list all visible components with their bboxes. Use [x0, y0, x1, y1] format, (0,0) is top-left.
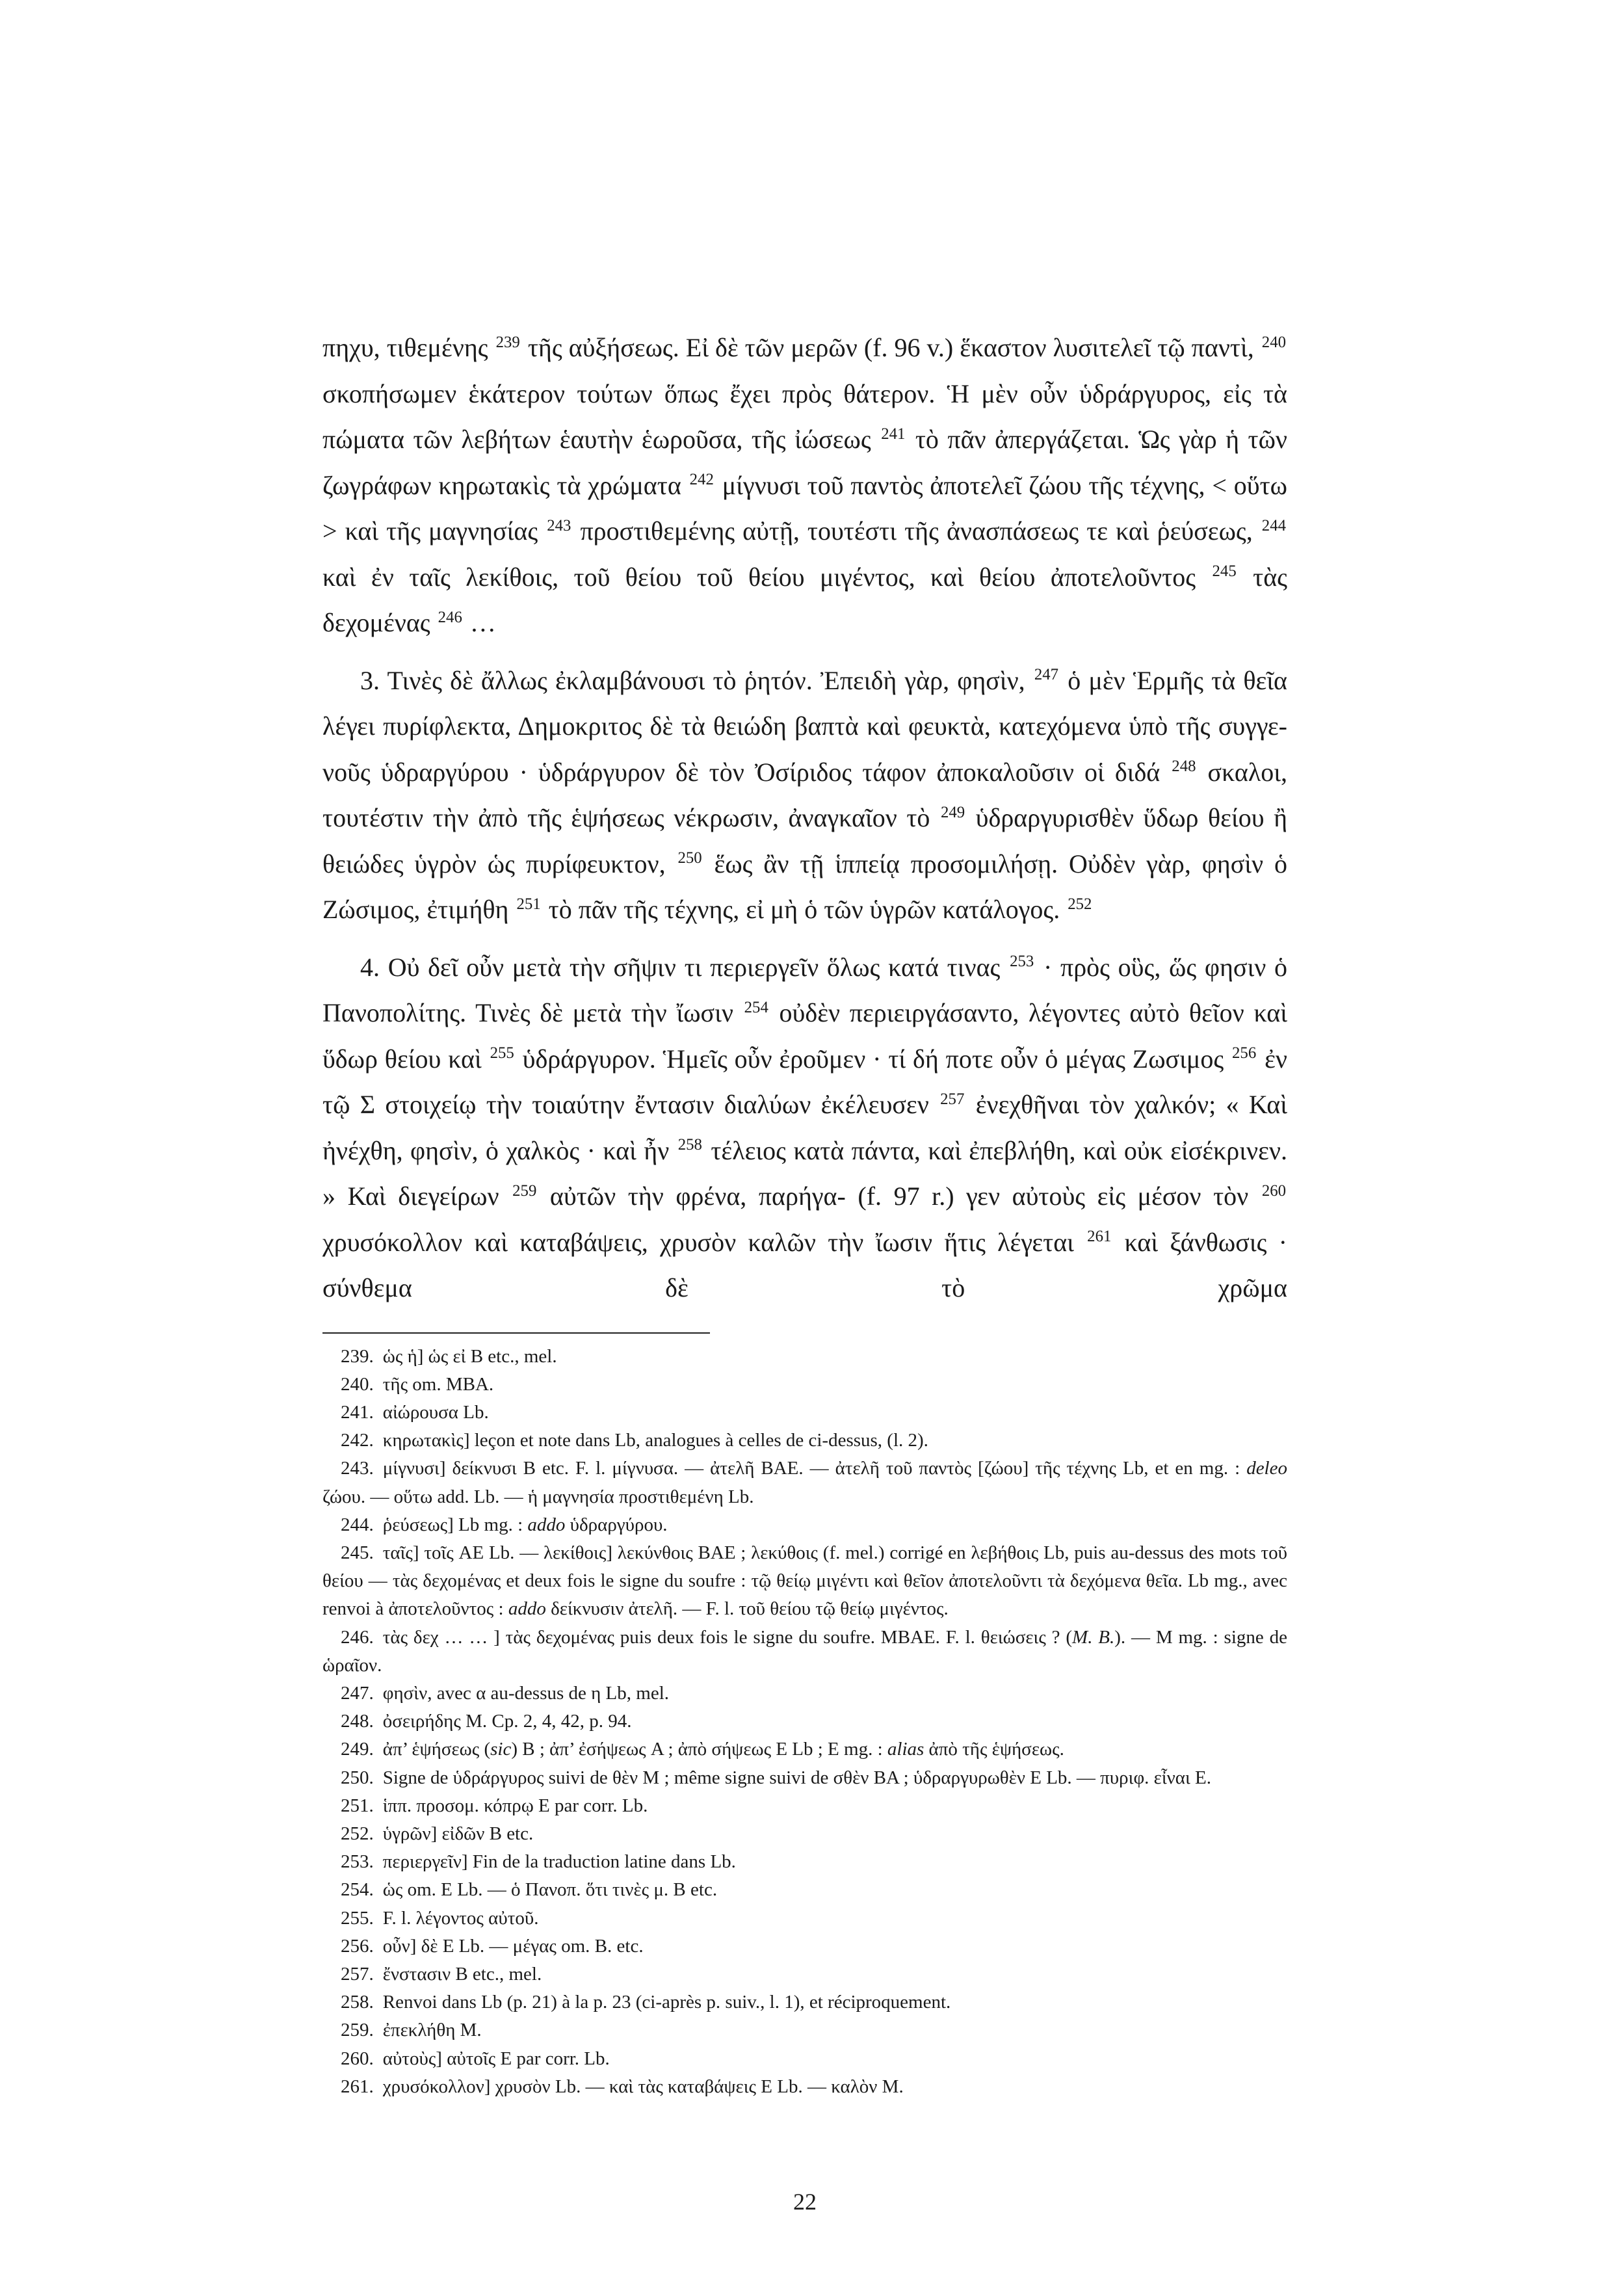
footnote-number: 242. [341, 1430, 374, 1451]
footnote [322, 1764, 1287, 1792]
footnote [322, 1708, 1287, 1735]
main-text [322, 325, 1287, 1323]
footnote-reference[interactable]: 244 [1261, 516, 1286, 534]
footnote-text: ὑδραργύρου. [565, 1514, 668, 1535]
footnote [322, 1455, 1287, 1511]
footnote-reference[interactable]: 245 [1212, 562, 1237, 581]
footnote-text: ἀπὸ τῆς ἑψήσεως. [924, 1739, 1064, 1760]
footnote-text: μίγνυσι] δείκνυσι B etc. F. l. μίγνυσα. — ἀτελῆ BAE. — ἀτελῆ τοῦ παντὸς [ζώου] τῆς τέχνης Lb, et en mg. : [382, 1458, 1247, 1479]
footnote-number: 251. [341, 1795, 374, 1816]
footnote-reference[interactable]: 248 [1172, 758, 1196, 776]
footnote-reference[interactable]: 254 [744, 998, 768, 1016]
footnote-number: 248. [341, 1711, 374, 1732]
footnote-text: οὖν] δὲ E Lb. — μέγας om. B. etc. [382, 1935, 644, 1957]
footnote-number: 252. [341, 1823, 374, 1844]
footnote [322, 2016, 1287, 2044]
footnote-number: 246. [341, 1626, 374, 1648]
italic-text: sic [490, 1739, 512, 1760]
footnote [322, 1820, 1287, 1848]
footnote [322, 1624, 1287, 1680]
text-run: τῆς αὐξήσεως. Εἰ δὲ τῶν μερῶν (f. 96 v.) ἕκαστον λυσιτελεῖ τῷ παντὶ, [521, 333, 1261, 362]
footnote-reference[interactable]: 247 [1034, 666, 1059, 684]
footnote-number: 241. [341, 1401, 374, 1423]
footnote-text: ἐπεκλήθη M. [382, 2020, 482, 2041]
footnote [322, 1960, 1287, 1988]
footnotes [322, 1343, 1287, 2101]
footnote-reference[interactable]: 249 [940, 803, 965, 821]
footnote-text: χρυσόκολλον] χρυσὸν Lb. — καὶ τὰς καταβάψεις E Lb. — καλὸν M. [382, 2076, 904, 2097]
footnote-number: 255. [341, 1907, 374, 1929]
page-number: 22 [793, 2188, 817, 2215]
footnote-reference[interactable]: 246 [438, 608, 462, 626]
text-run: 3. Τινὲς δὲ ἄλλως ἐκλαμβάνουσι τὸ ῥητόν. Ἐπειδὴ γὰρ, φησὶν, [360, 665, 1033, 695]
text-run: ὁ μὲν Ἑρμῆς τὰ θεῖα λέγει πυρίφλεκτα, Δημοκριτος δὲ τὰ θειώδη βαπτὰ καὶ φευκτὰ, κατεχόμενα ὑπὸ τῆς συγγενοῦς ὑδραργύρου · ὑδράργυρον δὲ τὸν Ὀσίριδος τάφον ἀποκαλοῦσιν οἱ διδά [322, 665, 1287, 787]
footnote-text: ἔνστασιν B etc., mel. [382, 1963, 542, 1985]
text-run: καὶ ξάνθωσις · σύνθεμα δὲ τὸ χρῶμα [322, 1227, 1287, 1302]
footnote [322, 1848, 1287, 1876]
text-run: 4. Οὐ δεῖ οὖν μετὰ τὴν σῆψιν τι περιεργεῖν ὅλως κατά τινας [360, 952, 1009, 982]
footnote-text: τὰς δεχ … … ] τὰς δεχομένας puis deux fois le signe du soufre. MBAE. F. l. θειώσεις ? ( [382, 1626, 1073, 1648]
footnote [322, 2045, 1287, 2073]
footnote-number: 243. [341, 1458, 374, 1479]
footnote-separator [322, 1332, 710, 1334]
footnote-number: 244. [341, 1514, 374, 1535]
text-run: ἐνεχθῆναι τὸν χαλκόν; « Καὶ ἠνέχθη, φησὶν, ὁ χαλκὸς · καὶ ἦν [322, 1090, 1287, 1165]
text-run: · πρὸς οὓς, ὥς φησιν ὁ Πανοπολίτης. Τινὲς δὲ μετὰ τὴν ἴωσιν [322, 952, 1287, 1027]
footnote-text: ὀσειρήδης M. Cp. 2, 4, 42, p. 94. [382, 1711, 632, 1732]
footnote-number: 256. [341, 1935, 374, 1957]
footnote-reference[interactable]: 242 [689, 471, 714, 489]
text-run: … [463, 608, 496, 637]
footnote-reference[interactable]: 258 [677, 1136, 702, 1154]
footnote-number: 259. [341, 2020, 374, 2041]
footnote [322, 1511, 1287, 1539]
footnote-reference[interactable]: 255 [490, 1044, 514, 1062]
footnote-number: 245. [341, 1542, 374, 1563]
text-run: τὸ πᾶν τῆς τέχνης, εἰ μὴ ὁ τῶν ὑγρῶν κατάλογος. [542, 895, 1067, 924]
footnote-text: δείκνυσιν ἀτελῆ. — F. l. τοῦ θείου τῷ θείῳ μιγέντος. [545, 1598, 949, 1620]
italic-text: addo [527, 1514, 566, 1535]
text-run: ἐν τῷ Σ στοιχείῳ τὴν τοιαύτην ἔντασιν διαλύων ἐκέλευσεν [322, 1044, 1287, 1119]
footnote [322, 1539, 1287, 1624]
italic-text: deleo [1246, 1458, 1287, 1479]
footnote-text: φησὶν, avec α au-dessus de η Lb, mel. [382, 1682, 670, 1704]
footnote-reference[interactable]: 241 [881, 425, 906, 443]
footnote [322, 1427, 1287, 1455]
footnote-reference[interactable]: 252 [1068, 895, 1092, 913]
footnote-reference[interactable]: 256 [1232, 1044, 1257, 1062]
footnote [322, 1792, 1287, 1820]
footnote [322, 1905, 1287, 1933]
footnote [322, 1988, 1287, 2016]
footnote [322, 1371, 1287, 1399]
footnote-text: Signe de ὑδράργυρος suivi de θὲν M ; même signe suivi de σθὲν BA ; ὑδραργυρωθὲν E Lb. — πυριφ. εἶναι E. [382, 1767, 1211, 1788]
footnote-text: ταῖς] τοῖς AE Lb. — λεκίθοις] λεκύνθοις BAE ; λεκύθοις (f. mel.) corrigé en λεβήθοις Lb, puis au-dessus des mots τοῦ θείου — τὰς δεχομένας et deux fois le signe du soufre : τῷ θείῳ μιγέντι καὶ θεῖον ἀποτελοῦντι τὰ δεχόμενα θεῖα. Lb mg., avec renvoi à ἀποτελοῦντος : [322, 1542, 1287, 1620]
text-run: τὸ πᾶν ἀπεργάζεται. Ὡς γὰρ ἡ τῶν ζωγράφων κηρωτακὶς τὰ χρώματα [322, 425, 1288, 500]
footnote-text: περιεργεῖν] Fin de la traduction latine dans Lb. [382, 1851, 736, 1873]
footnote-text: αὐτοὺς] αὐτοῖς E par corr. Lb. [382, 2048, 610, 2069]
footnote-reference[interactable]: 259 [512, 1181, 537, 1200]
footnote-number: 247. [341, 1682, 374, 1704]
footnote-number: 250. [341, 1767, 374, 1788]
footnote-text: ἱππ. προσομ. κόπρῳ E par corr. Lb. [382, 1795, 648, 1816]
footnote [322, 1343, 1287, 1371]
footnote-number: 253. [341, 1851, 374, 1873]
footnote-text: ). — M mg. : signe de ὡραῖον. [322, 1626, 1287, 1676]
footnote-number: 249. [341, 1739, 374, 1760]
footnote [322, 1876, 1287, 1904]
footnote-text: Renvoi dans Lb (p. 21) à la p. 23 (ci-après p. suiv., l. 1), et réciproquement. [382, 1992, 951, 2013]
footnote-text: τῆς om. MBA. [382, 1373, 494, 1395]
footnote-reference[interactable]: 240 [1261, 333, 1286, 351]
footnote-text: ὡς om. E Lb. — ὁ Πανοπ. ὅτι τινὲς μ. B etc. [382, 1879, 718, 1901]
footnote-text: ὑγρῶν] εἰδῶν B etc. [382, 1823, 534, 1844]
footnote [322, 1933, 1287, 1960]
text-run: μίγνυσι τοῦ παντὸς ἀποτελεῖ ζώου τῆς τέχνης, < οὕτω > καὶ τῆς μαγνησίας [322, 470, 1287, 546]
footnote-number: 258. [341, 1992, 374, 2013]
footnote-reference[interactable]: 250 [677, 849, 702, 867]
paragraph [322, 658, 1287, 933]
italic-text: addo [508, 1598, 546, 1620]
footnote [322, 2073, 1287, 2101]
footnote-text: ζώου. — οὕτω add. Lb. — ἡ μαγνησία προστιθεμένη Lb. [322, 1486, 754, 1507]
footnote-reference[interactable]: 257 [940, 1090, 965, 1108]
text-run: χρυσόκολλον καὶ καταβάψεις, χρυσὸν καλῶν τὴν ἴωσιν ἥτις λέγεται [322, 1227, 1086, 1257]
footnote-reference[interactable]: 253 [1010, 953, 1034, 971]
footnote-reference[interactable]: 260 [1261, 1181, 1287, 1200]
footnote-text: F. l. λέγοντος αὐτοῦ. [382, 1907, 539, 1929]
footnote-number: 260. [341, 2048, 374, 2069]
text-run: ἕως ἂν τῇ ἱππείᾳ προσομιλήσῃ. Οὐδὲν γὰρ, φησὶν ὁ Ζώσιμος, ἐτιμήθη [322, 849, 1287, 924]
italic-text: M. B. [1072, 1626, 1115, 1648]
text-run: καὶ ἐν ταῖς λεκίθοις, τοῦ θείου τοῦ θείου μιγέντος, καὶ θείου ἀποτελοῦντος [322, 562, 1211, 592]
text-run: οὐδὲν περιειργάσαντο, λέγοντες αὐτὸ θεῖον καὶ ὕδωρ θείου καὶ [322, 998, 1287, 1074]
footnote-text: ὡς ἡ] ὡς εἰ B etc., mel. [382, 1345, 557, 1367]
text-run: τέλειος κατὰ πάντα, καὶ ἐπεβλήθη, καὶ οὐκ εἰσέκρινεν. » Καὶ διεγείρων [322, 1135, 1288, 1211]
footnote-reference[interactable]: 261 [1087, 1228, 1112, 1246]
text-run: αὐτῶν τὴν φρένα, παρήγα- (f. 97 r.) γεν αὐτοὺς εἰς μέσον τὸν [538, 1181, 1261, 1211]
footnote-number: 261. [341, 2076, 374, 2097]
footnote-number: 239. [341, 1345, 374, 1367]
footnote-reference[interactable]: 251 [516, 895, 541, 913]
text-run: σκαλοι, τουτέστιν τὴν ἀπὸ τῆς ἑψήσεως νέκρωσιν, ἀναγκαῖον τὸ [322, 757, 1288, 832]
footnote-number: 254. [341, 1879, 374, 1901]
paragraph [322, 945, 1287, 1312]
text-run: πηχυ, τιθεμένης [322, 333, 495, 362]
footnote-number: 257. [341, 1963, 374, 1985]
text-run: ὑδραργυρισθὲν ὕδωρ θείου ἢ θειώδες ὑγρὸν ὡς πυρίφευκτον, [322, 803, 1287, 878]
paragraph [322, 325, 1287, 646]
footnote [322, 1735, 1287, 1763]
footnote [322, 1680, 1287, 1708]
footnote-reference[interactable]: 243 [547, 516, 571, 534]
italic-text: alias [887, 1739, 925, 1760]
footnote-text: ἀπ’ ἑψήσεως ( [382, 1739, 491, 1760]
footnote-text: ῥεύσεως] Lb mg. : [382, 1514, 528, 1535]
footnote-text: ) B ; ἀπ’ ἐσήψεως A ; ἀπὸ σήψεως E Lb ; E mg. : [511, 1739, 887, 1760]
footnote-number: 240. [341, 1373, 374, 1395]
text-run: προστιθεμένης αὐτῇ, τουτέστι τῆς ἀνασπάσεως τε καὶ ῥεύσεως, [572, 516, 1261, 546]
text-run: σκοπήσωμεν ἑκάτερον τούτων ὅπως ἔχει πρὸς θάτερον. Ἡ μὲν οὖν ὑδράργυρος, εἰς τὰ πώματα τῶν λεβήτων ἑαυτὴν ἑωροῦσα, τῆς ἰώσεως [322, 378, 1287, 454]
footnote-text: κηρωτακὶς] leçon et note dans Lb, analogues à celles de ci-dessus, (l. 2). [382, 1430, 928, 1451]
footnote [322, 1399, 1287, 1427]
text-run: ὑδράργυρον. Ἡμεῖς οὖν ἐροῦμεν · τί δή ποτε οὖν ὁ μέγας Ζωσιμος [515, 1044, 1231, 1074]
text-run: τὰς δεχομένας [322, 562, 1287, 637]
footnote-reference[interactable]: 239 [495, 333, 520, 351]
footnote-text: αἰώρουσα Lb. [382, 1401, 489, 1423]
